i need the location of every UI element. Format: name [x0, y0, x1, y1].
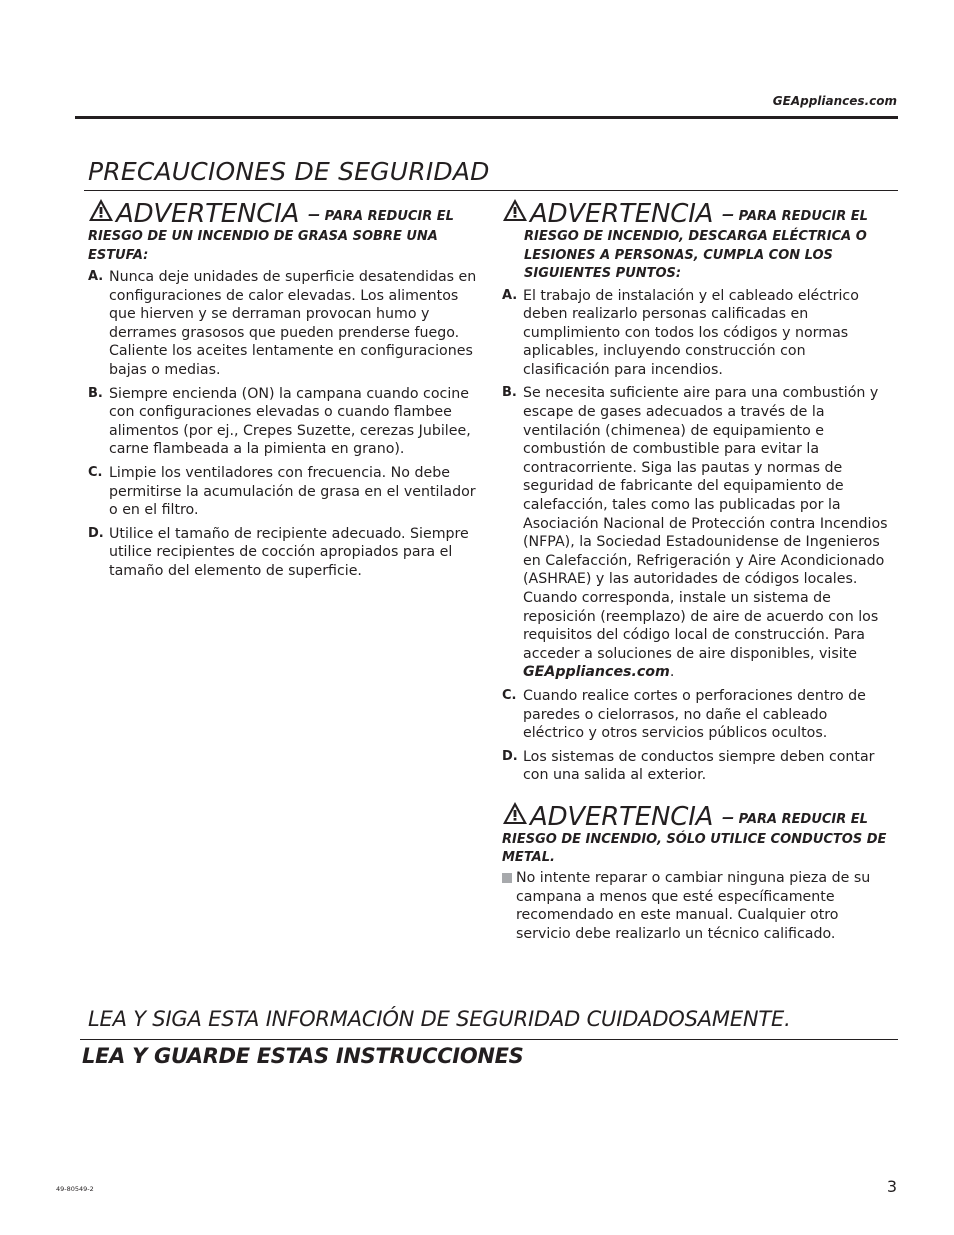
section-title: PRECAUCIONES DE SEGURIDAD — [88, 157, 490, 186]
warning-list — [502, 287, 892, 785]
page-number: 3 — [886, 1177, 897, 1196]
list-item: A. El trabajo de instalación y el cableado eléctrico deben realizarlo personas calificadas en cumplimiento con todos los códigos y normas aplicables, incluyendo construcción con clasificación para incendios. — [502, 287, 859, 378]
list-item: D. Utilice el tamaño de recipiente adecuado. Siempre utilice recipientes de cocción apropiados para el tamaño del elemento de superficie. — [88, 525, 469, 579]
footer-divider — [80, 1039, 898, 1040]
warning-word: ADVERTENCIA – — [116, 199, 321, 229]
warning-heading — [502, 801, 892, 868]
warning-lead: PARA REDUCIR EL — [738, 811, 868, 827]
title-divider — [84, 190, 898, 191]
site-url: GEAppliances.com — [772, 94, 897, 108]
warning-heading — [88, 198, 488, 265]
warning-rest: RIESGO DE UN INCENDIO DE GRASA SOBRE UNA ESTUFA: — [88, 229, 438, 263]
warning-list — [88, 268, 488, 581]
warning-rest: RIESGO DE INCENDIO, DESCARGA ELÉCTRICA O LESIONES A PERSONAS, CUMPLA CON LOS SIGUIENTES PUNTOS: — [524, 229, 867, 281]
square-bullet-icon — [502, 873, 512, 883]
right-column — [502, 198, 892, 943]
warning-triangle-icon — [88, 198, 114, 222]
list-item: C. Cuando realice cortes o perforaciones dentro de paredes o cielorrasos, no dañe el cableado eléctrico y otros servicios públicos ocultos. — [502, 687, 866, 742]
left-column — [88, 198, 488, 586]
read-follow-notice: LEA Y SIGA ESTA INFORMACIÓN DE SEGURIDAD CUIDADOSAMENTE. — [88, 1007, 791, 1031]
list-item: A. Nunca deje unidades de superficie desatendidas en configuraciones de calor elevadas. Los alimentos que hierven y se derraman provocan humo y derrames grasosos que pueden prenderse fuego. Caliente los aceites lentamente en configuraciones bajas o medias. — [88, 269, 477, 378]
top-divider — [75, 116, 898, 119]
warning-rest: RIESGO DE INCENDIO, SÓLO UTILICE CONDUCTOS DE METAL. — [502, 831, 887, 866]
bullet-item: No intente reparar o cambiar ninguna pieza de su campana a menos que esté específicamente recomendado en este manual. Cualquier otro servicio debe realizarlo un técnico calificado. — [502, 869, 892, 943]
warning-triangle-icon — [502, 801, 528, 825]
warning-word: ADVERTENCIA – — [530, 199, 735, 229]
document-number: 49-80549-2 — [56, 1185, 94, 1193]
list-item: D. Los sistemas de conductos siempre deben contar con una salida al exterior. — [502, 748, 875, 784]
warning-heading — [502, 198, 892, 284]
keep-instructions-notice: LEA Y GUARDE ESTAS INSTRUCCIONES — [82, 1044, 524, 1068]
warning-triangle-icon — [502, 198, 528, 222]
warning-word: ADVERTENCIA – — [530, 801, 735, 832]
list-item: B. Se necesita suficiente aire para una combustión y escape de gases adecuados a través de la ventilación (chimenea) de equipamiento e combustión de combustible para evitar la contracorriente. Siga las pautas y normas de seguridad de fabricante del equipamiento de calefacción, tales como las publicadas por la Asociación Nacional de Protección contra Incendios (NFPA), la Sociedad Estadounidense de Ingenieros en Calefacción, Refrigeración y Aire Acondicionado (ASHRAE) y las autoridades de códigos locales. Cuando corresponda, instale un sistema de reposición (reemplazo) de aire de acuerdo con los requisitos del código local de construcción. Para acceder a soluciones de aire disponibles, visite GEAppliances.com. — [502, 385, 888, 681]
warning-lead: PARA REDUCIR EL — [324, 209, 454, 224]
warning-lead: PARA REDUCIR EL — [738, 209, 868, 224]
list-item: C. Limpie los ventiladores con frecuencia. No debe permitirse la acumulación de grasa en el ventilador o en el filtro. — [88, 464, 476, 519]
list-item: B. Siempre encienda (ON) la campana cuando cocine con configuraciones elevadas o cuando flambee alimentos (por ej., Crepes Suzette, cerezas Jubilee, carne flambeada a la pimienta en grano). — [88, 385, 471, 458]
ge-link[interactable]: GEAppliances.com — [523, 664, 670, 681]
